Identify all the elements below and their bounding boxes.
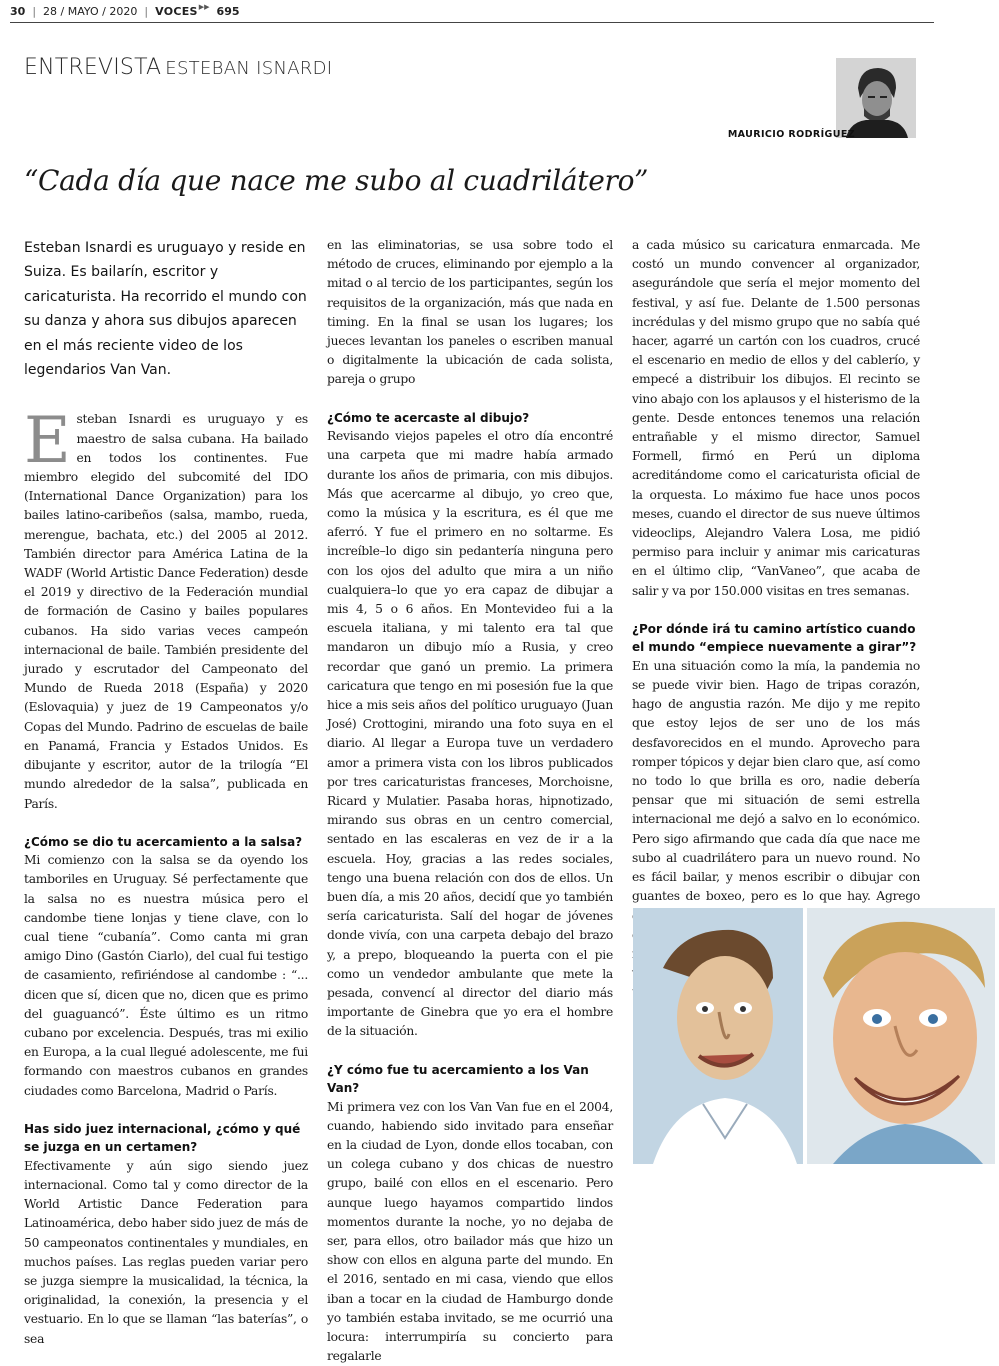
article-kicker — [24, 55, 332, 80]
question-5: ¿Por dónde irá tu camino artístico cuando el mundo “empiece nuevamente a girar”? — [632, 621, 917, 655]
question-4: ¿Y cómo fue tu acercamiento a los Van Van? — [327, 1062, 589, 1096]
headline: “Cada día que nace me subo al cuadrilátero” — [24, 164, 649, 197]
question-1: ¿Cómo se dio tu acercamiento a la salsa? — [24, 834, 303, 849]
column-2 — [327, 236, 613, 1366]
section-arrow-icon: ▶▶ — [198, 3, 210, 11]
answer-4-part-1: Mi primera vez con los Van Van fue en el 2004, cuando, habiendo sido invitado para enseñar en la ciudad de Lyon, donde ellos tocaban, con un colega cubano y dos chicas de nuestro grupo, bailé con ellos en el escenario. Pero aunque luego hayamos compartido lindos momentos durante la noche, yo no dejaba de ser, para ellos, otro bailador más que hizo un show con ellos en alguna parte del mundo. En el 2016, sentado en mi casa, viendo que ellos iban a tocar en la ciudad de Hamburgo donde yo también estaba invitado, se me ocurrió una locura: interrumpiría su concierto para regalarle — [327, 1099, 613, 1364]
page-header — [10, 0, 934, 23]
answer-2-part-1: Efectivamente y aún sigo siendo juez internacional. Como tal y como director de la World Artistic Dance Federation para Latinoamérica, debo haber sido juez de más de 50 campeonatos continentales y mundiales, en muchos países. Las reglas pueden variar pero se juzga siempre la musicalidad, la técnica, la originalidad, la conexión, la presencia y el vestuario. En lo que se llaman “las baterías”, o sea — [24, 1158, 308, 1346]
caricatures-image — [633, 908, 995, 1164]
intro-text: steban Isnardi es uruguayo y es maestro de salsa cubana. Ha bailado en todos los continentes. Fue miembro elegido del subcomité del IDO (International Dance Organization) para los bailes latino-caribeños (salsa, mambo, rueda, merengue, bachata, etc.) del 2005 al 2012. También director para América Latina de la WADF (World Artistic Dance Federation) desde el 2019 y directivo de la Federación mundial de formación de Casino y bailes populares cubanos. Ha sido varias veces campeón internacional de baile. También presidente del jurado y escrutador del Campeonato del Mundo de Rueda 2018 (España) y 2020 (Eslovaquia) y juez de 19 Campeonatos y/o Copas del Mundo. Padrino de escuelas de baile en Panamá, Francia y Estados Unidos. Es dibujante y escritor, autor de la trilogía “El mundo alrededor de la salsa”, publicada en París. — [24, 412, 308, 811]
article-lead: Esteban Isnardi es uruguayo y reside en Suiza. Es bailarín, escritor y caricaturista. Ha recorrido el mundo con su danza y ahora sus dibujos aparecen en el más reciente video de los legendarios Van Van. — [24, 240, 307, 379]
kicker-label: ENTREVISTA — [24, 55, 162, 80]
issue-number: 695 — [216, 4, 240, 18]
author-photo — [836, 58, 916, 138]
interview-subject: ESTEBAN ISNARDI — [165, 58, 333, 79]
answer-1: Mi comienzo con la salsa se da oyendo los tamboriles en Uruguay. Sé perfectamente que la salsa no es nuestra música pero el candombe tiene lonjas y tiene clave, con lo cual tiene “cubanía”. Como canta mi gran amigo Dino (Gastón Ciarlo), del cual fui testigo de casamiento, refiriéndose al candombe : “... dicen que sí, dicen que no, dicen que es primo del guaguancó”. Éste último es un ritmo cubano por excelencia. Después, tras mi exilio en Europa, a la cual llegué adolescente, me fui formando con maestros cubanos en grandes ciudades como Barcelona, Madrid o París. — [24, 853, 308, 1098]
column-1 — [24, 236, 308, 1349]
question-2: Has sido juez internacional, ¿cómo y qué se juzga en un certamen? — [24, 1121, 301, 1155]
issue-date: 28 / MAYO / 2020 — [43, 4, 138, 18]
answer-2-part-2: en las eliminatorias, se usa sobre todo el método de cruces, eliminando por ejemplo a la mitad o al tercio de los participantes, según los requisitos de la organización, más que nada en timing. En la final se usan los lugares; los jueces levantan los paneles o escriben manual o digitalmente la ubicación de cada solista, pareja o grupo — [327, 238, 613, 387]
caricatures-illustration — [633, 908, 995, 1164]
answer-5-text: En una situación como la mía, la pandemia no se puede vivir bien. Hago de tripas corazón, hago de angustia razón. Me dijo y me repito que estoy lejos de ser uno de los más desfavorecidos en el mundo. Aprovecho para romper tópicos y dejar bien claro que, así como no todo lo que brilla es oro, nadie debería pensar que mi situación de semi estrella internacional me dejó a salvo en lo económico. Pero sigo afirmando que cada día que nace me subo al cuadrilátero para un nuevo round. No es fácil bailar, y menos escribir o dibujar con guantes de boxeo, pero es lo que hay. Agrego — [632, 658, 920, 904]
header-separator: | — [144, 4, 149, 18]
answer-3: Revisando viejos papeles el otro día encontré una carpeta que mi madre había armado durante los años de primaria, con mis dibujos. Más que acercarme al dibujo, yo creo que, como la música y la escritura, es él que me aferró. Y fue el primero en no soltarme. Es increíble–lo digo sin pedantería ninguna pero con los ojos del adulto que mira a un niño cualquiera–lo que yo era capaz de dibujar a mis 4, 5 o 6 años. En Montevideo fui a la escuela italiana, y mi talento era tal que mandaron un dibujo mío a Rusia, y creo recordar que ganó un premio. La primera caricatura que tengo en mi posesión fue la que hice a mis seis años del político uruguayo (Juan José) Crottogini, mirando una foto suya en el diario. Al llegar a Europa tuve un verdadero amor a primera vista con los libros publicados por tres caricaturistas franceses, Morchoisne, Ricard y Mulatier. Pasaba horas, hipnotizado, mirando sus obras en un centro comercial, sentado en las escaleras en vez de ir a la escuela. Hoy, gracias a las redes sociales, tengo una buena relación con dos de ellos. Un buen día, a mis 20 años, decidí que yo también sería caricaturista. Salí del hogar de jóvenes donde vivía, con una carpeta debajo del brazo y, a prepo, bloqueando la puerta con el pie como un vendedor ambulante que mete la pesada, convencí al director del diario más importante de Ginebra que yo era el hombre de la situación. — [327, 429, 613, 1039]
header-separator: | — [32, 4, 37, 18]
author-byline: MAURICIO RODRÍGUEZ — [727, 129, 855, 140]
question-3: ¿Cómo te acercaste al dibujo? — [327, 410, 530, 425]
page-number: 30 — [10, 4, 26, 18]
section-name: VOCES — [155, 4, 198, 18]
column-3 — [632, 236, 920, 1005]
drop-cap: E — [24, 404, 71, 479]
intro-paragraph — [24, 404, 308, 813]
answer-4-part-2: a cada músico su caricatura enmarcada. Me costó un mundo convencer al organizador, asegurándole que sería el mejor momento del festival, y así fue. Delante de 1.500 personas incrédulas y del mismo grupo que no sabía qué hacer, agarré un cartón con los cuadros, crucé el escenario en medio de ellos y del cablerío, y empecé a distribuir los dibujos. El recinto se vino abajo con los aplausos y el histerismo de la gente. Desde entonces tenemos una relación entrañable y el mismo director, Samuel Formell, firmó en Perú un diploma acreditándome como el caricaturista oficial de la orquesta. Lo máximo fue hace unos pocos meses, cuando el director de sus nueve últimos videoclips, Alejandro Valera Losa, me pidió permiso para incluir y animar mis caricaturas en el último clip, “VanVaneo”, que acaba de salir y va por 150.000 visitas en tres semanas. — [632, 238, 920, 598]
